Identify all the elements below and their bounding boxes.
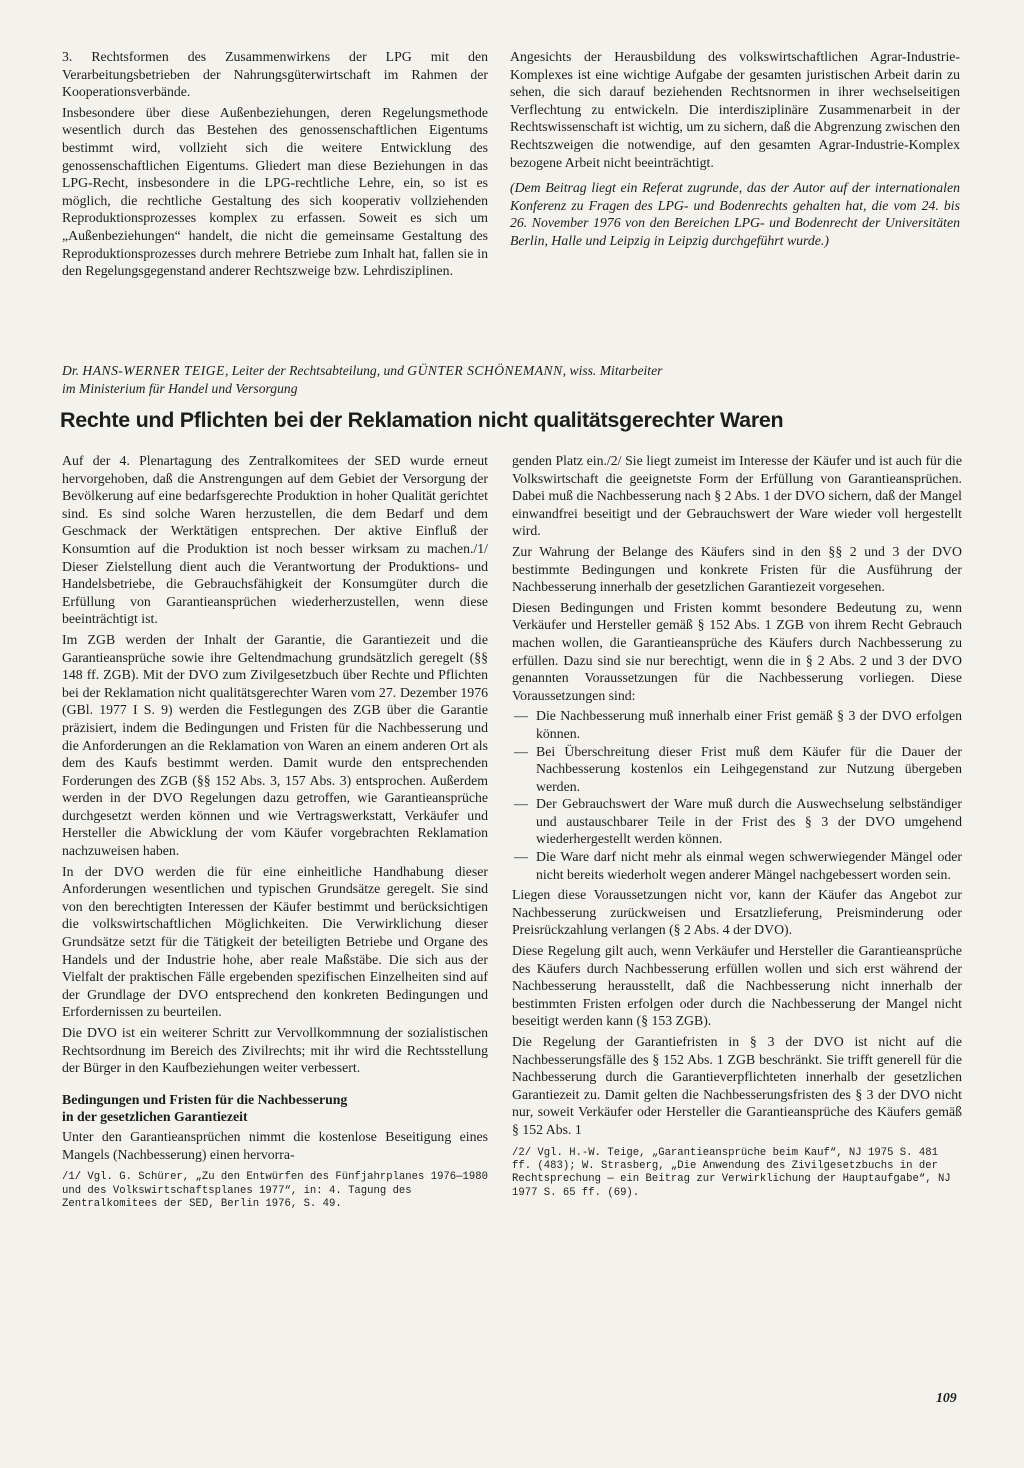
list-item (512, 795, 962, 848)
byline-author-2: GÜNTER SCHÖNEMANN (407, 363, 563, 378)
list-item (512, 848, 962, 883)
list-item-text: Die Ware darf nicht mehr als einmal wegen schwerwiegender Mängel oder nicht bereits wiederholt wegen anderer Mängel nachgebessert worden sein. (536, 849, 962, 882)
article-paragraph: Die DVO ist ein weiterer Schritt zur Vervollkommnung der sozialistischen Rechtsordnung im Bereich des Zivilrechts; mit ihr wird die Rechtsstellung der Bürger in den Kaufbeziehungen weiter verbessert. (62, 1025, 488, 1076)
article-paragraph: Im ZGB werden der Inhalt der Garantie, die Garantiezeit und die Garantieansprüche sowie ihre Geltendmachung grundsätzlich geregelt (§§ 148 ff. ZGB). Mit der DVO zum Zivilgesetzbuch über Rechte und Pflichten bei der Reklamation nicht qualitätsgerechter Waren vom 27. Dezember 1976 (GBl. 1977 I S. 9) werden die Festlegungen des ZGB über die Garantie präzisiert, indem die Bedingungen und Fristen für die Nachbesserung und die Anforderungen an die Reklamation von Waren an einem anderen Ort als dem des Kaufs bestimmt werden. Damit wurde den entsprechenden Forderungen des ZGB (§§ 152 Abs. 3, 157 Abs. 3) entsprochen. Außerdem werden in der DVO Regelungen dazu getroffen, wie Garantieansprüche durchgesetzt werden können und wie Vertragswerkstatt, Verkäufer und Hersteller die Abwicklung der vom Käufer vorgebrachten Reklamation nachzuweisen haben. (62, 631, 488, 859)
prev-article-left-column (62, 48, 488, 283)
section-heading-line-2: in der gesetzlichen Garantiezeit (62, 1109, 248, 1125)
footnote-2: /2/ Vgl. H.-W. Teige, „Garantieansprüche beim Kauf“, NJ 1975 S. 481 ff. (483); W. Strasberg, „Die Anwendung des Zivilgesetzbuchs in der Rechtsprechung — ein Beitrag zur Verwirklichung der Hauptaufgabe“, NJ 1977 S. 65 ff. (69). (512, 1146, 951, 1199)
dash-bullet: — (514, 743, 528, 759)
list-item (512, 707, 962, 742)
article-paragraph: In der DVO werden die für eine einheitliche Handhabung dieser Anforderungen wesentlichen und typischen Grundsätze geregelt. Sie sind von den berechtigten Interessen der Käufer bestimmt und berücksichtigen die volkswirtschaftlichen Möglichkeiten. Die Verwirklichung dieser Grundsätze setzt für die Tätigkeit der beteiligten Betriebe und Organe des Handels und der Industrie hohe, aber reale Maßstäbe. Die sich aus der Vielfalt der praktischen Fälle ergebenden spezifischen Einzelheiten sind auf der Grundlage der DVO entsprechend den konkreten Bedingungen und Erfordernissen zu beurteilen. (62, 863, 488, 1020)
article-paragraph: Auf der 4. Plenartagung des Zentralkomitees der SED wurde erneut hervorgehoben, daß die Anstrengungen auf dem Gebiet der Versorgung der Bevölkerung auf eine bedarfsgerechte Produktion in hoher Qualität gerichtet sind. Es sind solche Waren herzustellen, die dem Bedarf und dem Geschmack der Werktätigen entsprechen. Der aktive Einfluß der Konsumtion auf die Produktion ist noch besser wirksam zu machen./1/ Dieser Zielstellung dient auch die Verantwortung der Produktions- und Handelsbetriebe, die Gebrauchsfähigkeit der Konsumgüter durch die Erfüllung von Garantieansprüchen wiederherzustellen, wenn diese beeinträchtigt ist. (62, 453, 488, 627)
footnote-1: /1/ Vgl. G. Schürer, „Zu den Entwürfen des Fünfjahrplanes 1976—1980 und des Volkswirtschaftsplanes 1977“, in: 4. Tagung des Zentralkomitees der SED, Berlin 1976, S. 49. (62, 1171, 488, 1210)
byline-line-2: im Ministerium für Handel und Versorgung (62, 381, 298, 396)
article-paragraph: Diesen Bedingungen und Fristen kommt besondere Bedeutung zu, wenn Verkäufer und Hersteller gemäß § 152 Abs. 1 ZGB von ihrem Recht Gebrauch machen wollen, die Garantieansprüche des Käufers durch Nachbesserung zu erfüllen. Dazu sind sie nur berechtigt, wenn die in § 2 Abs. 2 und 3 der DVO genannten Voraussetzungen für die Nachbesserung vorliegen. Diese Voraussetzungen sind: (512, 599, 962, 703)
prev-article-paragraph: Angesichts der Herausbildung des volkswirtschaftlichen Agrar-Industrie-Komplexes ist eine wichtige Aufgabe der gesamten juristischen Arbeit darin zu sehen, die sich darauf beziehenden Rechtsnormen in ihrer wechselseitigen Verflechtung zu entwickeln. Die interdisziplinäre Zusammenarbeit in der Rechtswissenschaft ist wichtig, um zu sichern, daß die Abgrenzung zwischen den Rechtszweigen die notwendige, auf den gesamten Agrar-Industrie-Komplex bezogene Arbeit nicht beeinträchtigt. (510, 49, 960, 170)
list-item-text: Bei Überschreitung dieser Frist muß dem Käufer für die Dauer der Nachbesserung kostenlos ein Leihgegenstand zur Nutzung übergeben werden. (536, 743, 962, 794)
article-right-column (512, 452, 962, 1200)
article-paragraph: Unter den Garantieansprüchen nimmt die kostenlose Beseitigung eines Mangels (Nachbesserung) einen hervorra- (62, 1128, 488, 1162)
requirements-list (512, 707, 962, 883)
article-left-column (62, 452, 488, 1211)
byline-author-1: HANS-WERNER TEIGE (82, 363, 225, 378)
dash-bullet: — (514, 796, 528, 812)
byline-line-1 (62, 362, 962, 380)
byline-role-2: , wiss. Mitarbeiter (562, 363, 663, 378)
section-heading (62, 1091, 488, 1126)
article-paragraph: genden Platz ein./2/ Sie liegt zumeist im Interesse der Käufer und ist auch für die Volkswirtschaft die geeignetste Form der Erfüllung von Garantieansprüchen. Dabei muß die Nachbesserung nach § 2 Abs. 1 der DVO sichern, daß der Mangel einwandfrei beseitigt und der Gebrauchswert der Ware wieder voll hergestellt wird. (512, 453, 962, 539)
article-paragraph: Zur Wahrung der Belange des Käufers sind in den §§ 2 und 3 der DVO bestimmte Bedingungen und konkrete Fristen für die Ausführung der Nachbesserung innerhalb der gesetzlichen Garantiezeit vorgesehen. (512, 543, 962, 595)
article-headline: Rechte und Pflichten bei der Reklamation nicht qualitätsgerechter Waren (60, 408, 784, 432)
list-item-text: Der Gebrauchswert der Ware muß durch die Auswechselung selbständiger und austauschbarer Teile in der Frist des § 3 der DVO umgehend wiederhergestellt werden können. (536, 796, 962, 847)
article-byline (62, 362, 962, 398)
prev-article-paragraph: Insbesondere über diese Außenbeziehungen, deren Regelungsmethode wesentlich durch das Bestehen des genossenschaftlichen Eigentums bestimmt wird, vollzieht sich die weitere Entwicklung des genossenschaftlichen Eigentums. Gliedert man diese Beziehungen in das LPG-Recht, insbesondere in die LPG-rechtliche Lehre, ein, so ist es möglich, die rechtliche Gestaltung des sich kooperativ vollziehenden Reproduktionsprozesses komplex zu erfassen. Soweit es sich um „Außenbeziehungen“ handelt, die nicht die gemeinsame Gestaltung des Reproduktionsprozesses durch mehrere Betriebe zum Inhalt hat, fallen sie in den Regelungsgegenstand anderer Rechtszweige bzw. Lehrdisziplinen. (62, 104, 488, 279)
prev-article-source-note: (Dem Beitrag liegt ein Referat zugrunde, das der Autor auf der internationalen Konferenz zu Fragen des LPG- und Bodenrechts gehalten hat, die vom 24. bis 26. November 1976 von den Bereichen LPG- und Bodenrecht der Universitäten Berlin, Halle und Leipzig in Leipzig durchgeführt wurde.) (510, 180, 960, 248)
page-number: 109 (936, 1390, 957, 1405)
article-paragraph: Liegen diese Voraussetzungen nicht vor, kann der Käufer das Angebot zur Nachbesserung zurückweisen und Ersatzlieferung, Preisminderung oder Preisrückzahlung verlangen (§ 2 Abs. 4 der DVO). (512, 887, 962, 938)
article-paragraph: Die Regelung der Garantiefristen in § 3 der DVO ist nicht auf die Nachbesserungsfälle des § 152 Abs. 1 ZGB beschränkt. Sie trifft generell für die Nachbesserung durch die Garantieverpflichteten innerhalb der gesetzlichen Garantiezeit zu. Damit gelten die Nachbesserungsfristen des § 3 der DVO nicht nur, soweit Verkäufer oder Hersteller die Garantieansprüche des Käufers gemäß § 152 Abs. 1 (512, 1034, 962, 1137)
list-item (512, 743, 962, 796)
byline-role-1: , Leiter der Rechtsabteilung, und (224, 363, 408, 378)
prev-article-right-column (510, 48, 960, 253)
prev-article-paragraph: 3. Rechtsformen des Zusammenwirkens der LPG mit den Verarbeitungsbetrieben der Nahrungsgüterwirtschaft im Rahmen der Kooperationsverbände. (62, 49, 488, 100)
list-item-text: Die Nachbesserung muß innerhalb einer Frist gemäß § 3 der DVO erfolgen können. (536, 708, 962, 741)
dash-bullet: — (514, 708, 528, 724)
article-paragraph: Diese Regelung gilt auch, wenn Verkäufer und Hersteller die Garantieansprüche des Käufers durch Nachbesserung erfüllen wollen und sich erst während der Nachbesserung herausstellt, daß die Nachbesserung nicht innerhalb der bestimmten Fristen erfolgen oder durch die Nachbesserung der Mangel nicht beseitigt werden kann (§ 153 ZGB). (512, 943, 962, 1029)
byline-title: Dr. (62, 363, 83, 378)
section-heading-line-1: Bedingungen und Fristen für die Nachbesserung (62, 1091, 348, 1107)
dash-bullet: — (514, 849, 528, 865)
